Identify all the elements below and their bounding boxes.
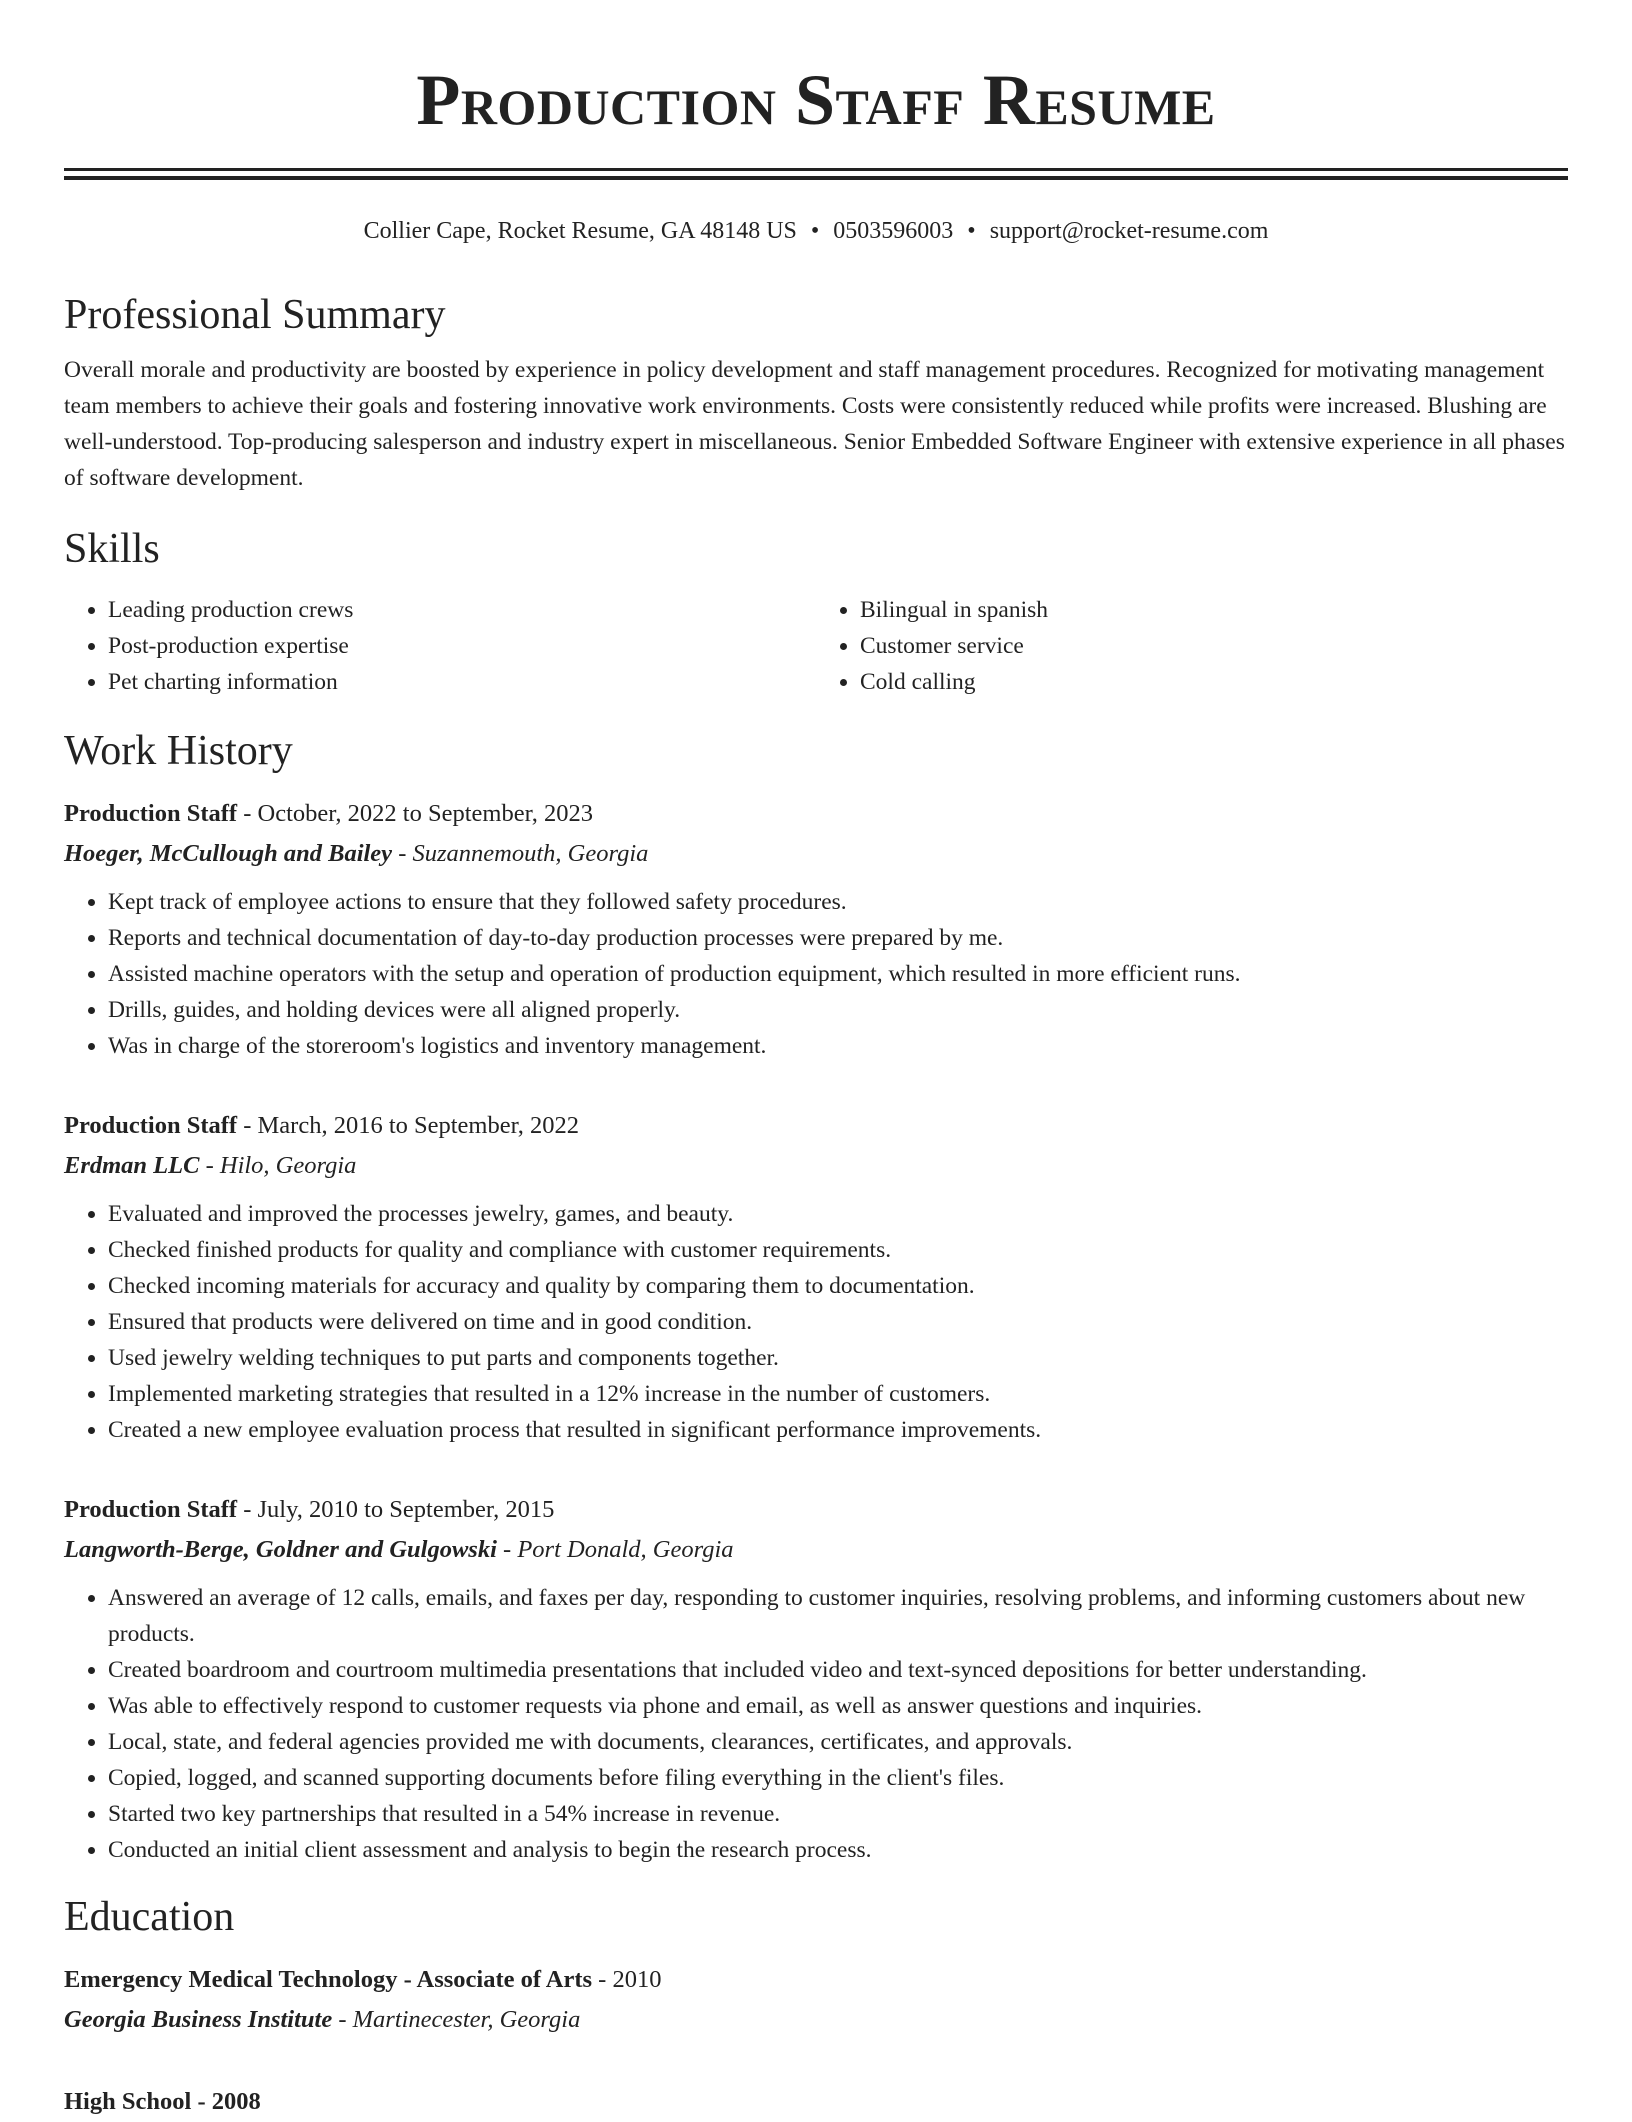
education-degree: Emergency Medical Technology - Associate of Arts xyxy=(64,1966,593,1993)
job-title-line xyxy=(64,1106,1568,1146)
education-location: - Martinecester, Georgia xyxy=(332,2006,581,2033)
education-degree-line xyxy=(64,2082,1568,2122)
resume-title: Production Staff Resume xyxy=(416,60,1216,140)
skill-item: • Customer service xyxy=(860,628,1568,664)
job-bullet: • Reports and technical documentation of day-to-day production processes were prepared by me. xyxy=(108,920,1568,956)
skills-right-column xyxy=(816,592,1568,700)
job-entry xyxy=(64,794,1568,1064)
job-location: - Hilo, Georgia xyxy=(199,1152,357,1179)
contact-separator: • xyxy=(967,218,976,244)
job-company: Hoeger, McCullough and Bailey xyxy=(64,840,393,867)
education-school-line xyxy=(64,2000,1568,2040)
job-company-line xyxy=(64,1146,1568,1186)
education-year: - 2008 xyxy=(191,2088,261,2115)
summary-section xyxy=(64,290,1568,496)
resume-page xyxy=(64,0,1568,2122)
education-year: - 2010 xyxy=(592,1966,662,1993)
skill-item: • Leading production crews xyxy=(108,592,816,628)
job-dates: - July, 2010 to September, 2015 xyxy=(237,1496,555,1523)
education-degree-line xyxy=(64,1960,1568,2000)
contact-email: support@rocket-resume.com xyxy=(989,218,1269,244)
skills-section xyxy=(64,524,1568,700)
job-title-line xyxy=(64,1490,1568,1530)
job-location: - Suzannemouth, Georgia xyxy=(392,840,649,867)
work-history-section xyxy=(64,726,1568,1868)
job-bullet: • Kept track of employee actions to ensure that they followed safety procedures. xyxy=(108,884,1568,920)
job-title: Production Staff xyxy=(64,800,238,827)
job-entry xyxy=(64,1106,1568,1448)
job-bullet: • Created a new employee evaluation process that resulted in significant performance improvements. xyxy=(108,1412,1568,1448)
job-bullet: • Was able to effectively respond to customer requests via phone and email, as well as answer questions and inquiries. xyxy=(108,1688,1568,1724)
skills-heading: Skills xyxy=(64,526,160,572)
job-location: - Port Donald, Georgia xyxy=(496,1536,734,1563)
job-title-line xyxy=(64,794,1568,834)
job-bullet: • Conducted an initial client assessment and analysis to begin the research process. xyxy=(108,1832,1568,1868)
contact-address: Collier Cape, Rocket Resume, GA 48148 US xyxy=(363,218,797,244)
education-section xyxy=(64,1892,1568,2122)
job-bullet: • Started two key partnerships that resulted in a 54% increase in revenue. xyxy=(108,1796,1568,1832)
job-bullet: • Assisted machine operators with the setup and operation of production equipment, which resulted in more efficient runs. xyxy=(108,956,1568,992)
job-title: Production Staff xyxy=(64,1112,238,1139)
job-bullet: • Used jewelry welding techniques to put parts and components together. xyxy=(108,1340,1568,1376)
job-bullet: • Ensured that products were delivered on time and in good condition. xyxy=(108,1304,1568,1340)
job-bullet: • Was in charge of the storeroom's logistics and inventory management. xyxy=(108,1028,1568,1064)
contact-separator: • xyxy=(810,218,820,244)
job-company: Langworth-Berge, Goldner and Gulgowski xyxy=(64,1536,497,1563)
job-company-line xyxy=(64,1530,1568,1570)
education-heading: Education xyxy=(64,1894,235,1940)
education-entry xyxy=(64,1960,1568,2040)
job-bullet: • Evaluated and improved the processes jewelry, games, and beauty. xyxy=(108,1196,1568,1232)
job-company: Erdman LLC xyxy=(64,1152,200,1179)
skill-item: • Cold calling xyxy=(860,664,1568,700)
summary-heading: Professional Summary xyxy=(64,292,446,338)
job-bullet: • Checked incoming materials for accuracy and quality by comparing them to documentation. xyxy=(108,1268,1568,1304)
job-bullet: • Created boardroom and courtroom multimedia presentations that included video and text-synced depositions for better understanding. xyxy=(108,1652,1568,1688)
education-degree: High School xyxy=(64,2088,192,2115)
skill-item: • Pet charting information xyxy=(108,664,816,700)
job-bullet: • Copied, logged, and scanned supporting documents before filing everything in the client's files. xyxy=(108,1760,1568,1796)
skill-item: • Post-production expertise xyxy=(108,628,816,664)
job-bullet: • Implemented marketing strategies that resulted in a 12% increase in the number of customers. xyxy=(108,1376,1568,1412)
job-title: Production Staff xyxy=(64,1496,238,1523)
job-bullets xyxy=(64,1196,1568,1448)
skills-grid xyxy=(64,592,1568,700)
job-dates: - October, 2022 to September, 2023 xyxy=(237,800,594,827)
job-entry xyxy=(64,1490,1568,1868)
education-entry xyxy=(64,2082,1568,2122)
job-bullets xyxy=(64,1580,1568,1868)
job-bullet: • Answered an average of 12 calls, emails, and faxes per day, responding to customer inquiries, resolving problems, and informing customers about new products. xyxy=(108,1580,1568,1652)
skill-item: • Bilingual in spanish xyxy=(860,592,1568,628)
job-bullet: • Local, state, and federal agencies provided me with documents, clearances, certificates, and approvals. xyxy=(108,1724,1568,1760)
contact-line xyxy=(64,216,1568,246)
skills-left-column xyxy=(64,592,816,700)
job-bullet: • Checked finished products for quality and compliance with customer requirements. xyxy=(108,1232,1568,1268)
education-school: Georgia Business Institute xyxy=(64,2006,333,2033)
job-bullets xyxy=(64,884,1568,1064)
title-double-rule xyxy=(64,168,1568,180)
job-bullet: • Drills, guides, and holding devices were all aligned properly. xyxy=(108,992,1568,1028)
summary-text: Overall morale and productivity are boosted by experience in policy development and staff management procedures. Recognized for motivating management team members to achieve their goals and fostering innovative work environments. Costs were consistently reduced while profits were increased. Blushing are well-understood. Top-producing salesperson and industry expert in miscellaneous. Senior Embedded Software Engineer with extensive experience in all phases of software development. xyxy=(64,357,1565,491)
contact-phone: 0503596003 xyxy=(833,218,954,244)
job-company-line xyxy=(64,834,1568,874)
work-history-heading: Work History xyxy=(64,728,293,774)
job-dates: - March, 2016 to September, 2022 xyxy=(237,1112,580,1139)
